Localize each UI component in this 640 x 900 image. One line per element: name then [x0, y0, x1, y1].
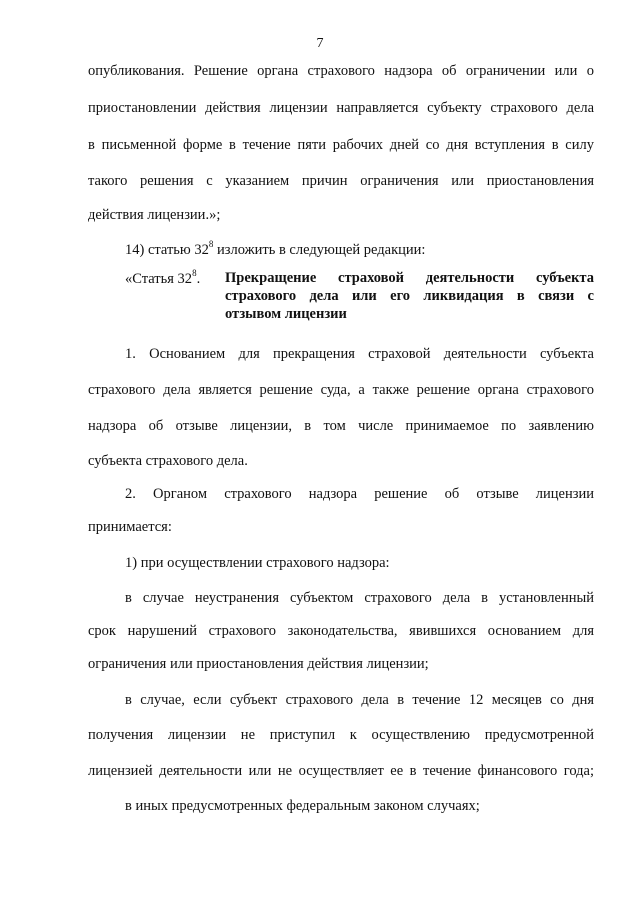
amendment-item-14-prefix: 14) статью 32 — [125, 242, 209, 258]
article-label — [125, 270, 200, 288]
paragraph-line: опубликования. Решение органа страхового надзора об ограничении или о — [88, 63, 594, 79]
paragraph-line: 1) при осуществлении страхового надзора: — [125, 555, 390, 571]
paragraph-line: принимается: — [88, 519, 172, 535]
superscript: 8 — [192, 268, 197, 279]
amendment-item-14 — [125, 241, 594, 259]
paragraph-line: страхового дела является решение суда, а также решение органа страхового — [88, 382, 594, 398]
article-label-prefix: «Статья 32 — [125, 271, 193, 287]
article-label-suffix: . — [196, 271, 201, 287]
paragraph-line: в случае неустранения субъектом страхового дела в установленный — [125, 590, 594, 606]
paragraph-line: в случае, если субъект страхового дела в течение 12 месяцев со дня — [125, 692, 594, 708]
paragraph-line: лицензией деятельности или не осуществляет ее в течение финансового года; — [88, 763, 594, 779]
amendment-item-14-suffix: изложить в следующей редакции: — [213, 242, 426, 258]
paragraph-line: надзора об отзыве лицензии, в том числе принимаемое по заявлению — [88, 418, 594, 434]
paragraph-line: в иных предусмотренных федеральным законом случаях; — [125, 798, 480, 814]
paragraph-line: субъекта страхового дела. — [88, 453, 248, 469]
paragraph-line: 1. Основанием для прекращения страховой деятельности субъекта — [125, 346, 594, 362]
article-title-line: отзывом лицензии — [225, 306, 347, 322]
page-number: 7 — [316, 36, 324, 51]
superscript: 8 — [208, 239, 214, 250]
paragraph-line: ограничения или приостановления действия лицензии; — [88, 656, 429, 672]
paragraph-line: действия лицензии.»; — [88, 207, 221, 223]
paragraph-line: получения лицензии не приступил к осуществлению предусмотренной — [88, 727, 594, 743]
article-title-line: страхового дела или его ликвидация в связи с — [225, 288, 594, 304]
paragraph-line: в письменной форме в течение пяти рабочих дней со дня вступления в силу — [88, 137, 594, 153]
paragraph-line: приостановлении действия лицензии направляется субъекту страхового дела — [88, 100, 594, 116]
paragraph-line: такого решения с указанием причин ограничения или приостановления — [88, 173, 594, 189]
article-title-line: Прекращение страховой деятельности субъекта — [225, 270, 594, 286]
paragraph-line: срок нарушений страхового законодательства, явившихся основанием для — [88, 623, 594, 639]
paragraph-line: 2. Органом страхового надзора решение об отзыве лицензии — [125, 486, 594, 502]
